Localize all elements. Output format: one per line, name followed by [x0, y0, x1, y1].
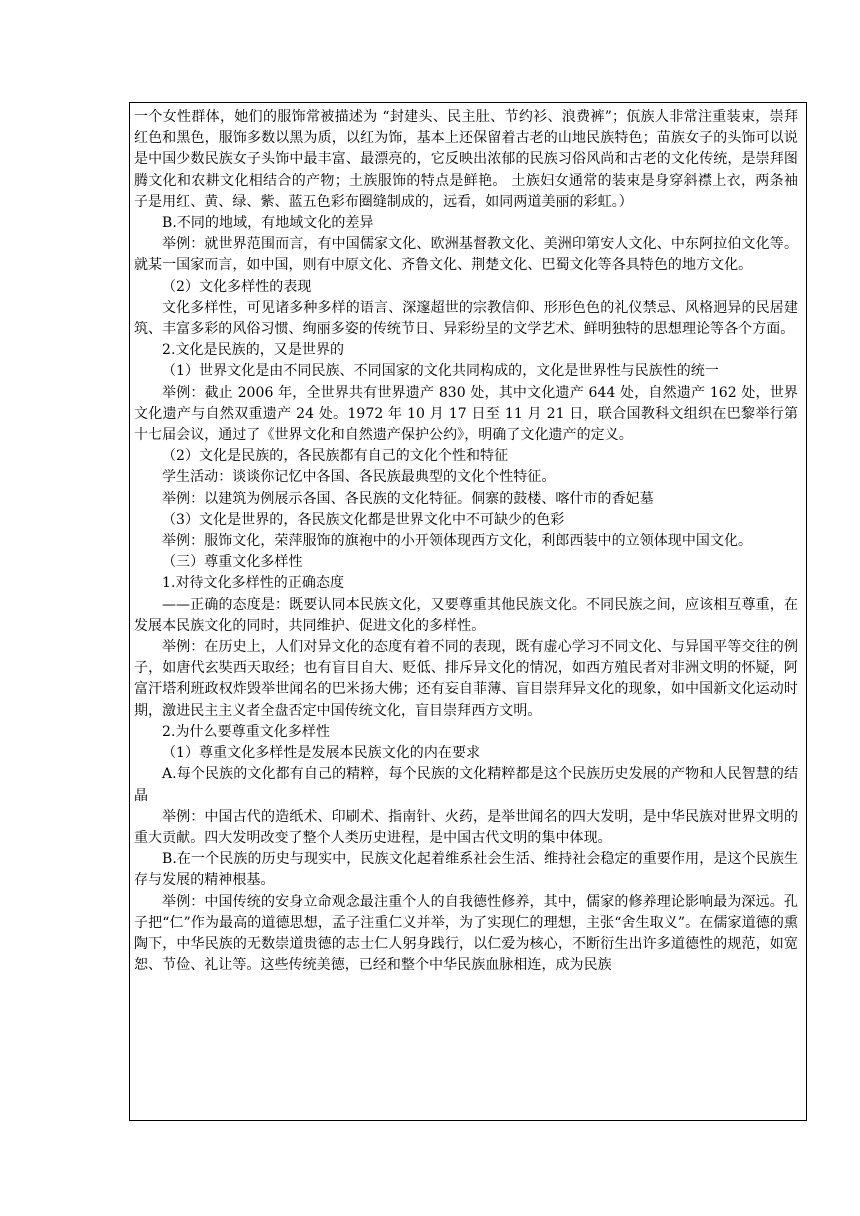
- paragraph: 2.文化是民族的，又是世界的: [162, 342, 345, 359]
- document-text-frame: [129, 102, 807, 1121]
- paragraph: （2）文化多样性的表现: [162, 278, 312, 295]
- paragraph: A.每个民族的文化都有自己的精粹，每个民族的文化精粹都是这个民族历史发展的产物和人民智慧的结晶: [134, 766, 798, 804]
- paragraph: 举例：中国传统的安身立命观念最注重个人的自我德性修养，其中，儒家的修养理论影响最为深远。孔子把“仁”作为最高的道德思想，孟子注重仁义并举，为了实现仁的理想，主张“舍生取义”。在儒家道德的熏陶下，中华民族的无数崇道贵德的志士仁人躬身践行，以仁爱为核心，不断衍生出许多道德性的规范，如宽恕、节俭、礼让等。这些传统美德，已经和整个中华民族血脉相连，成为民族: [134, 893, 798, 974]
- paragraph: 文化多样性，可见诸多种多样的语言、深邃超世的宗教信仰、形形色色的礼仪禁忌、风格迥异的民居建筑、丰富多彩的风俗习惯、绚丽多姿的传统节日、异彩纷呈的文学艺术、鲜明独特的思想理论等各个方面。: [134, 299, 798, 338]
- paragraph: 2.为什么要尊重文化多样性: [162, 723, 331, 740]
- paragraph: 举例：截止 2006 年，全世界共有世界遗产 830 处，其中文化遗产 644 处，自然遗产 162 处，世界文化遗产与自然双重遗产 24 处。1972 年 10 月 17 日至 11 月 21 日，联合国教科文组织在巴黎举行第十七届会议，通过了《世界文化和自然遗产保护公约》，明确了文化遗产的定义。: [134, 384, 798, 444]
- paragraph: （3）文化是世界的，各民族文化都是世界文化中不可缺少的色彩: [162, 511, 565, 528]
- paragraph: 举例：在历史上，人们对异文化的态度有着不同的表现，既有虚心学习不同文化、与异国平等交往的例子，如唐代玄奘西天取经；也有盲目自大、贬低、排斥异文化的情况，如西方殖民者对非洲文明的怀疑，阿富汗塔利班政权炸毁举世闻名的巴米扬大佛；还有妄自菲薄、盲目崇拜异文化的现象，如中国新文化运动时期，激进民主主义者全盘否定中国传统文化，盲目崇拜西方文明。: [134, 639, 798, 719]
- paragraph: 举例：以建筑为例展示各国、各民族的文化特征。侗寨的鼓楼、喀什市的香妃墓: [162, 490, 654, 507]
- paragraph: 举例：服饰文化，荣萍服饰的旗袍中的小开领体现西方文化，利郎西装中的立领体现中国文化。: [162, 533, 753, 550]
- paragraph: （1）世界文化是由不同民族、不同国家的文化共同构成的，文化是世界性与民族性的统一: [162, 363, 719, 380]
- paragraph: ——正确的态度是：既要认同本民族文化，又要尊重其他民族文化。不同民族之间，应该相互尊重，在发展本民族文化的同时，共同维护、促进文化的多样性。: [134, 596, 798, 634]
- paragraph: 一个女性群体，她们的服饰常被描述为 “封建头、民主肚、节约衫、浪费裤”；佤族人非常注重装束，崇拜红色和黑色，服饰多数以黑为质，以红为饰，基本上还保留着古老的山地民族特色；苗族女子的头饰可以说是中国少数民族女子头饰中最丰富、最漂亮的，它反映出浓郁的民族习俗风尚和古老的文化传统，是崇拜图腾文化和农耕文化相结合的产物；土族服饰的特点是鲜艳。 土族妇女通常的装束是身穿斜襟上衣，两条袖子是用红、黄、绿、紫、蓝五色彩布圈缝制成的，远看，如同两道美丽的彩虹。）: [134, 109, 798, 210]
- paragraph: 举例：就世界范围而言，有中国儒家文化、欧洲基督教文化、美洲印第安人文化、中东阿拉伯文化等。就某一国家而言，如中国，则有中原文化、齐鲁文化、荆楚文化、巴蜀文化等各具特色的地方文化。: [134, 236, 798, 274]
- paragraph: （三）尊重文化多样性: [162, 554, 303, 571]
- paragraph: （1）尊重文化多样性是发展本民族文化的内在要求: [162, 745, 481, 762]
- paragraph: （2）文化是民族的，各民族都有自己的文化个性和特征: [162, 448, 509, 465]
- paragraph: 1.对待文化多样性的正确态度: [162, 575, 345, 592]
- paragraph: B.在一个民族的历史与现实中，民族文化起着维系社会生活、维持社会稳定的重要作用，是这个民族生存与发展的精神根基。: [134, 851, 798, 889]
- paragraph: B.不同的地域，有地域文化的差异: [162, 215, 374, 232]
- paragraph: 学生活动：谈谈你记忆中各国、各民族最典型的文化个性特征。: [162, 469, 556, 486]
- paragraph: 举例：中国古代的造纸术、印刷术、指南针、火药，是举世闻名的四大发明，是中华民族对世界文明的重大贡献。四大发明改变了整个人类历史进程，是中国古代文明的集中体现。: [134, 808, 798, 846]
- document-body: [134, 107, 798, 976]
